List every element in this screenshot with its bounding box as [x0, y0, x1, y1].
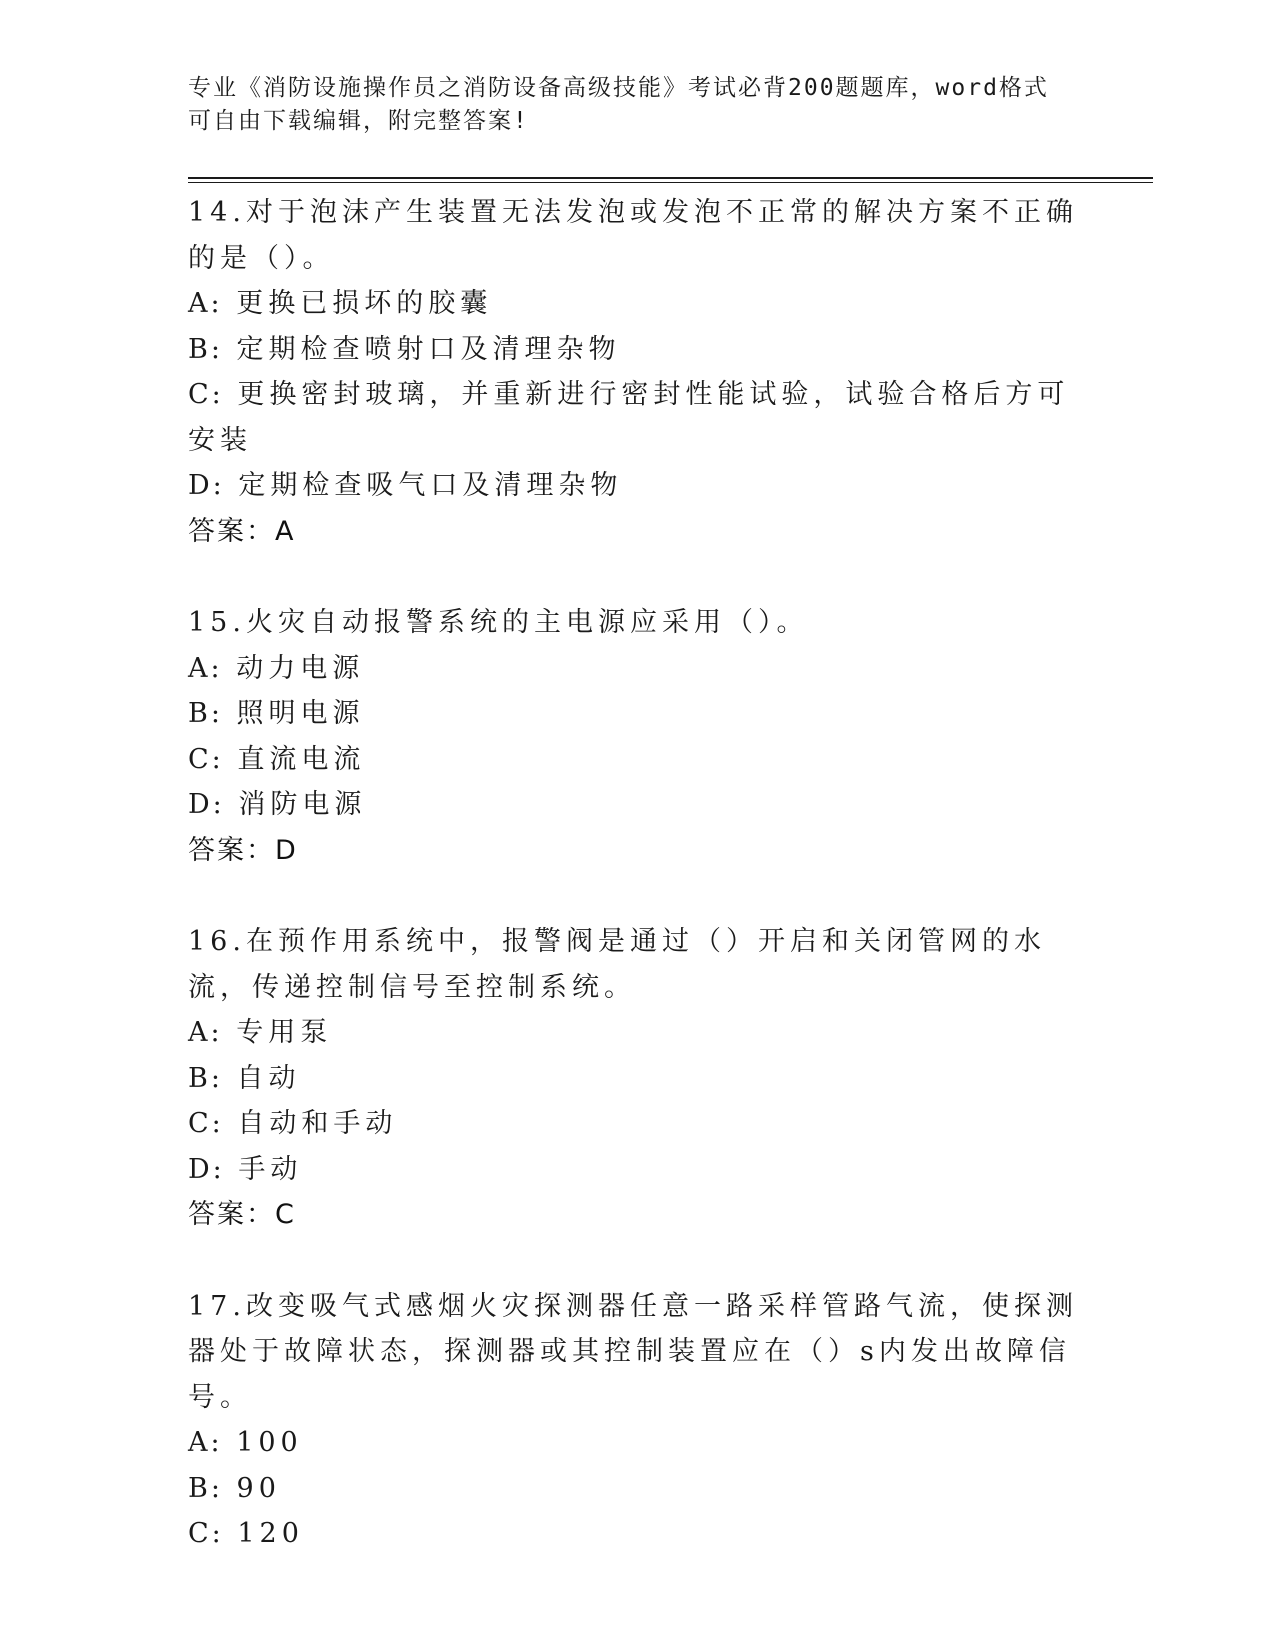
- option-letter: B:: [188, 1062, 223, 1094]
- option-letter: C:: [188, 743, 224, 775]
- question-stem: 改变吸气式感烟火灾探测器任意一路采样管路气流，使探测器处于故障状态，探测器或其控制装置应在（）s内发出故障信号。: [188, 1290, 1078, 1413]
- question-text: [188, 600, 1088, 646]
- option-text: 专用泵: [236, 1017, 333, 1048]
- option-c: [188, 1511, 1088, 1557]
- option-b: [188, 1056, 1088, 1102]
- option-c: [188, 372, 1088, 463]
- question-number: 14.: [188, 197, 246, 228]
- option-d: [188, 463, 1088, 509]
- option-b: [188, 691, 1088, 737]
- option-text: 自动: [236, 1062, 301, 1094]
- option-text: 直流电流: [237, 743, 366, 775]
- option-letter: D:: [188, 1153, 225, 1185]
- question-16: [188, 919, 1088, 1238]
- answer-line: [188, 509, 1088, 555]
- option-d: [188, 782, 1088, 828]
- question-list: [188, 190, 1088, 1603]
- option-text: 消防电源: [238, 789, 367, 820]
- option-letter: B:: [188, 1472, 223, 1504]
- question-number: 15.: [188, 607, 246, 638]
- question-stem: 在预作用系统中，报警阀是通过（）开启和关闭管网的水流，传递控制信号至控制系统。: [188, 926, 1046, 1003]
- option-text: 手动: [238, 1153, 303, 1185]
- header-text: 专业《消防设施操作员之消防设备高级技能》考试必背200题题库，word格式可自由下载编辑，附完整答案!: [188, 75, 1049, 134]
- option-letter: A:: [188, 1017, 223, 1048]
- option-letter: C:: [188, 379, 224, 410]
- option-letter: A:: [188, 1427, 223, 1458]
- answer-value: A: [275, 515, 296, 547]
- option-a: [188, 646, 1088, 692]
- answer-line: [188, 828, 1088, 874]
- option-text: 更换已损坏的胶囊: [236, 288, 493, 319]
- option-a: [188, 281, 1088, 327]
- answer-line: [188, 1192, 1088, 1238]
- option-letter: A:: [188, 652, 223, 684]
- question-stem: 对于泡沫产生装置无法发泡或发泡不正常的解决方案不正确的是（）。: [188, 197, 1078, 274]
- question-number: 17.: [188, 1290, 246, 1322]
- option-b: [188, 1466, 1088, 1512]
- option-letter: B:: [188, 698, 223, 729]
- option-c: [188, 737, 1088, 783]
- answer-value: D: [275, 834, 298, 866]
- option-letter: A:: [188, 288, 223, 319]
- header-rule-thin: [188, 182, 1153, 183]
- question-15: [188, 600, 1088, 873]
- question-stem: 火灾自动报警系统的主电源应采用（）。: [245, 607, 809, 638]
- option-text: 动力电源: [236, 652, 365, 684]
- question-14: [188, 190, 1088, 554]
- question-number: 16.: [188, 926, 246, 957]
- option-text: 定期检查吸气口及清理杂物: [238, 470, 623, 501]
- option-text: 120: [237, 1518, 304, 1549]
- question-text: [188, 919, 1088, 1010]
- option-text: 100: [236, 1427, 303, 1458]
- option-letter: B:: [188, 333, 223, 365]
- question-text: [188, 190, 1088, 281]
- option-a: [188, 1420, 1088, 1466]
- answer-label: 答案：: [188, 1199, 275, 1230]
- option-a: [188, 1010, 1088, 1056]
- option-text: 照明电源: [236, 698, 365, 729]
- option-letter: D:: [188, 470, 225, 501]
- option-b: [188, 327, 1088, 373]
- option-text: 自动和手动: [237, 1108, 398, 1139]
- option-text: 更换密封玻璃，并重新进行密封性能试验，试验合格后方可安装: [188, 379, 1070, 456]
- option-text: 定期检查喷射口及清理杂物: [236, 333, 621, 365]
- question-text: [188, 1284, 1088, 1421]
- answer-label: 答案：: [188, 515, 275, 547]
- option-letter: C:: [188, 1518, 224, 1549]
- question-17: [188, 1284, 1088, 1557]
- option-text: 90: [236, 1472, 281, 1504]
- header-rule-thick: [188, 177, 1153, 179]
- option-c: [188, 1101, 1088, 1147]
- answer-value: C: [275, 1199, 296, 1230]
- option-letter: D:: [188, 789, 225, 820]
- document-header: [188, 72, 1068, 138]
- answer-label: 答案：: [188, 834, 275, 866]
- option-letter: C:: [188, 1108, 224, 1139]
- option-d: [188, 1147, 1088, 1193]
